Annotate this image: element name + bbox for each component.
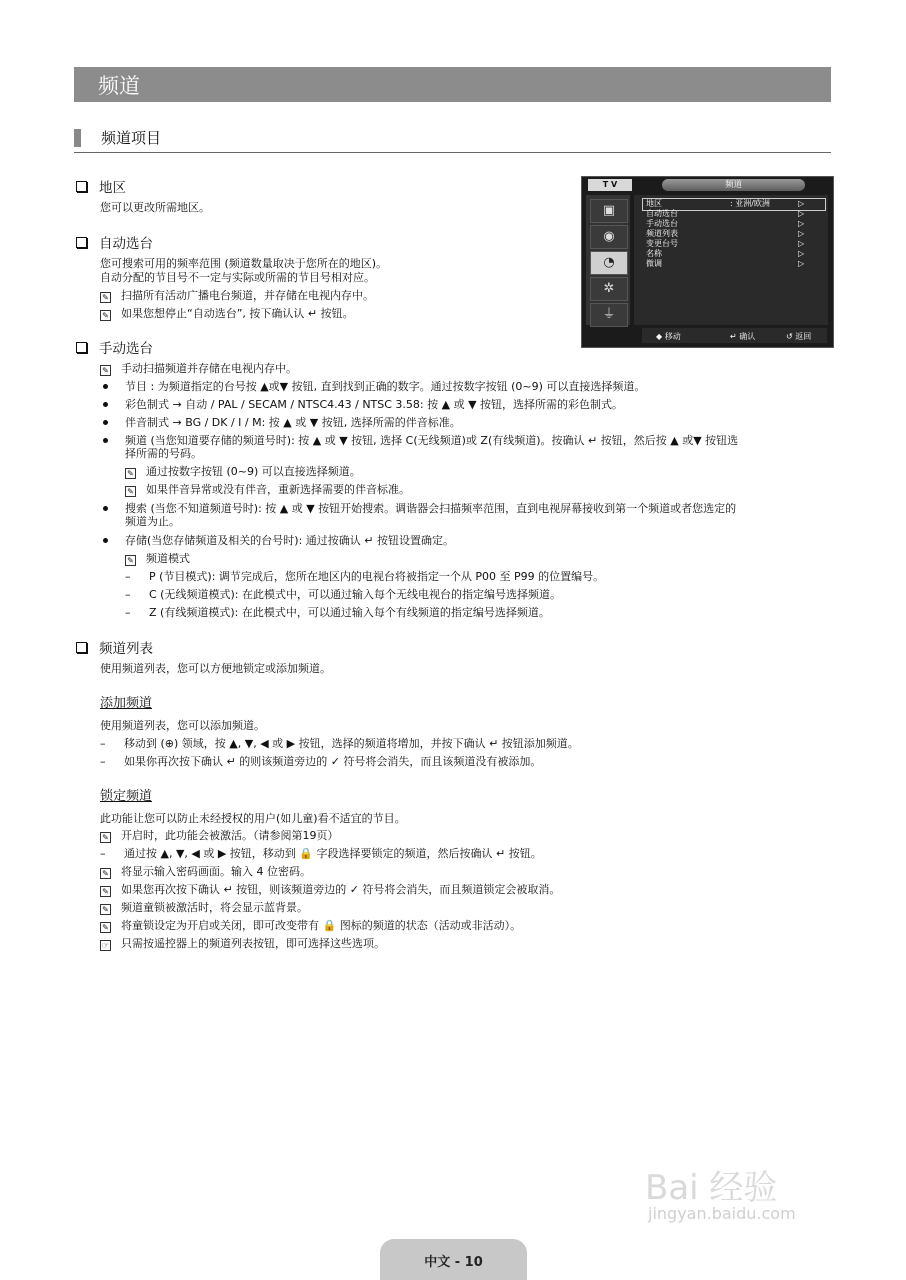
footer-return: ↺ 返回 — [786, 332, 812, 341]
tv-menu-sidebar — [586, 195, 630, 325]
add-channel-step-2: – 如果你再次按下确认 ↵ 的则该频道旁边的 ✓ 符号将会消失，而且该频道没有被添加。 — [100, 755, 542, 768]
section-title: 频道项目 — [101, 129, 162, 147]
lock-note-5: ✎ 将童锁设定为开启或关闭，即可改变带有 🔒 图标的频道的状态（活动或非活动）。 — [100, 919, 521, 933]
remote-hand-icon: ☞ — [101, 941, 110, 950]
menu-item-name[interactable]: 名称 — [646, 249, 662, 258]
add-channel-step-1: – 移动到 (⊕) 领域，按 ▲, ▼, ◀ 或 ▶ 按钮，选择的频道将增加，并按下确认 ↵ 按钮添加频道。 — [100, 737, 579, 750]
note-icon: ✎ — [125, 486, 136, 497]
sound-icon[interactable]: ◉ — [590, 225, 628, 249]
baidu-watermark: Bai 经验 — [645, 1168, 778, 1208]
checkbox-icon — [76, 642, 87, 653]
manual-bullet-color: 彩色制式 → 自动 / PAL / SECAM / NTSC4.43 / NTSC 3.58: 按 ▲ 或 ▼ 按钮，选择所需的彩色制式。 — [100, 398, 623, 412]
menu-item-auto-store[interactable]: 自动选台 — [646, 209, 678, 218]
lock-channel-heading: 锁定频道 — [100, 789, 153, 804]
checkbox-icon — [76, 181, 87, 192]
region-text: 您可以更改所需地区。 — [100, 201, 210, 214]
tv-menu-panel — [634, 195, 828, 325]
list-heading: 频道列表 — [76, 641, 153, 657]
page-number: 中文 - 10 — [424, 1255, 483, 1270]
menu-item-region-value: : 亚洲/欧洲 — [730, 199, 770, 208]
note-icon: ✎ — [100, 365, 111, 376]
arrow-right-icon: ▷ — [798, 259, 805, 268]
lock-note-4: ✎ 频道童锁被激活时，将会显示蓝背景。 — [100, 901, 308, 915]
note-icon: ✎ — [100, 886, 111, 897]
lock-channel-text: 此功能让您可以防止未经授权的用户(如儿童)看不适宜的节目。 — [100, 812, 406, 825]
tv-channel-menu — [581, 176, 834, 348]
auto-line-2: 自动分配的节目号不一定与实际或所需的节目号相对应。 — [100, 271, 375, 284]
manual-mode-c: – C (无线频道模式): 在此模式中，可以通过输入每个无线电视台的指定编号选择频道。 — [125, 588, 561, 601]
note-icon: ✎ — [100, 292, 111, 303]
note-icon: ✎ — [100, 832, 111, 843]
note-icon: ✎ — [100, 868, 111, 879]
note-icon: ✎ — [125, 468, 136, 479]
menu-item-sort[interactable]: 变更台号 — [646, 239, 678, 248]
checkbox-icon — [76, 237, 87, 248]
manual-channel-note-1: ✎ 通过按数字按钮 (0~9) 可以直接选择频道。 — [125, 465, 361, 479]
manual-note: ✎ 手动扫描频道并存储在电视内存中。 — [100, 362, 297, 376]
auto-note-2: ✎ 如果您想停止“自动选台”, 按下确认认 ↵ 按钮。 — [100, 307, 354, 321]
list-text: 使用频道列表，您可以方便地锁定或添加频道。 — [100, 662, 331, 675]
auto-heading: 自动选台 — [76, 236, 153, 252]
manual-bullet-channel: 频道 (当您知道要存储的频道号时): 按 ▲ 或 ▼ 按钮, 选择 C(无线频道)或 Z(有线频道)。按确认 ↵ 按钮，然后按 ▲ 或▼ 按钮选 — [100, 434, 738, 448]
manual-store-note: ✎ 频道模式 — [125, 552, 190, 566]
manual-bullet-channel-cont: 择所需的号码。 — [125, 447, 202, 460]
arrow-right-icon: ▷ — [798, 229, 805, 238]
manual-channel-note-2: ✎ 如果伴音异常或没有伴音，重新选择需要的伴音标准。 — [125, 483, 410, 497]
auto-line-1: 您可搜索可用的频率范围 (频道数量取决于您所在的地区)。 — [100, 257, 388, 270]
manual-bullet-sound: 伴音制式 → BG / DK / I / M: 按 ▲ 或 ▼ 按钮, 选择所需的伴音标准。 — [100, 416, 461, 430]
page-number-tab — [380, 1239, 527, 1280]
note-icon: ✎ — [100, 310, 111, 321]
input-plug-icon[interactable]: ⏚ — [590, 303, 628, 327]
region-heading: 地区 — [76, 180, 126, 196]
note-icon: ✎ — [100, 904, 111, 915]
chapter-title: 频道 — [98, 74, 140, 98]
footer-move: ◆ 移动 — [656, 332, 681, 341]
lock-step: – 通过按 ▲, ▼, ◀ 或 ▶ 按钮，移动到 🔒 字段选择要锁定的频道，然后按确认 ↵ 按钮。 — [100, 847, 542, 860]
arrow-right-icon: ▷ — [798, 219, 805, 228]
chapter-title-bar — [74, 67, 831, 102]
arrow-right-icon: ▷ — [798, 209, 805, 218]
lock-note-1: ✎ 开启时，此功能会被激活。（请参阅第19页） — [100, 829, 339, 843]
channel-dish-icon[interactable]: ◔ — [590, 251, 628, 275]
note-icon: ✎ — [100, 922, 111, 933]
manual-mode-z: – Z (有线频道模式): 在此模式中，可以通过输入每个有线频道的指定编号选择频道。 — [125, 606, 550, 619]
manual-mode-p: – P (节目模式): 调节完成后，您所在地区内的电视台将被指定一个从 P00 至 P99 的位置编号。 — [125, 570, 605, 583]
menu-item-channel-list[interactable]: 频道列表 — [646, 229, 678, 238]
manual-bullet-search-cont: 频道为止。 — [125, 515, 180, 528]
setup-gear-icon[interactable]: ✲ — [590, 277, 628, 301]
arrow-right-icon: ▷ — [798, 249, 805, 258]
add-channel-text: 使用频道列表，您可以添加频道。 — [100, 719, 265, 732]
footer-enter: ↵ 确认 — [730, 332, 756, 341]
add-channel-heading: 添加频道 — [100, 696, 153, 711]
lock-note-6: ☞ 只需按遥控器上的频道列表按钮，即可选择这些选项。 — [101, 937, 385, 950]
arrow-right-icon: ▷ — [798, 239, 805, 248]
manual-bullet-program: 节目 : 为频道指定的台号按 ▲或▼ 按钮, 直到找到正确的数字。通过按数字按钮 (0~9) 可以直接选择频道。 — [100, 380, 645, 394]
picture-icon[interactable]: ▣ — [590, 199, 628, 223]
section-header — [74, 127, 831, 153]
manual-heading: 手动选台 — [76, 341, 153, 357]
menu-item-manual-store[interactable]: 手动选台 — [646, 219, 678, 228]
note-icon: ✎ — [125, 555, 136, 566]
lock-note-2: ✎ 将显示输入密码画面。输入 4 位密码。 — [100, 865, 311, 879]
menu-item-region[interactable]: 地区 — [646, 199, 662, 208]
tv-menu-footer — [642, 328, 827, 343]
tv-tab: T V — [588, 179, 632, 191]
menu-item-fine-tune[interactable]: 微调 — [646, 259, 662, 268]
manual-bullet-store: 存储(当您存储频道及相关的台号时): 通过按确认 ↵ 按钮设置确定。 — [100, 534, 454, 548]
auto-note-1: ✎ 扫描所有活动广播电台频道，并存储在电视内存中。 — [100, 289, 374, 303]
tv-menu-header: 频道 — [662, 179, 805, 191]
section-marker — [74, 129, 81, 147]
lock-note-3: ✎ 如果您再次按下确认 ↵ 按钮，则该频道旁边的 ✓ 符号将会消失，而且频道锁定会被取消。 — [100, 883, 560, 897]
arrow-right-icon: ▷ — [798, 199, 805, 208]
manual-bullet-search: 搜索 (当您不知道频道号时): 按 ▲ 或 ▼ 按钮开始搜索。调谐器会扫描频率范围，直到电视屏幕接收到第一个频道或者您选定的 — [100, 502, 736, 516]
baidu-watermark-url: jingyan.baidu.com — [648, 1204, 796, 1223]
checkbox-icon — [76, 342, 87, 353]
